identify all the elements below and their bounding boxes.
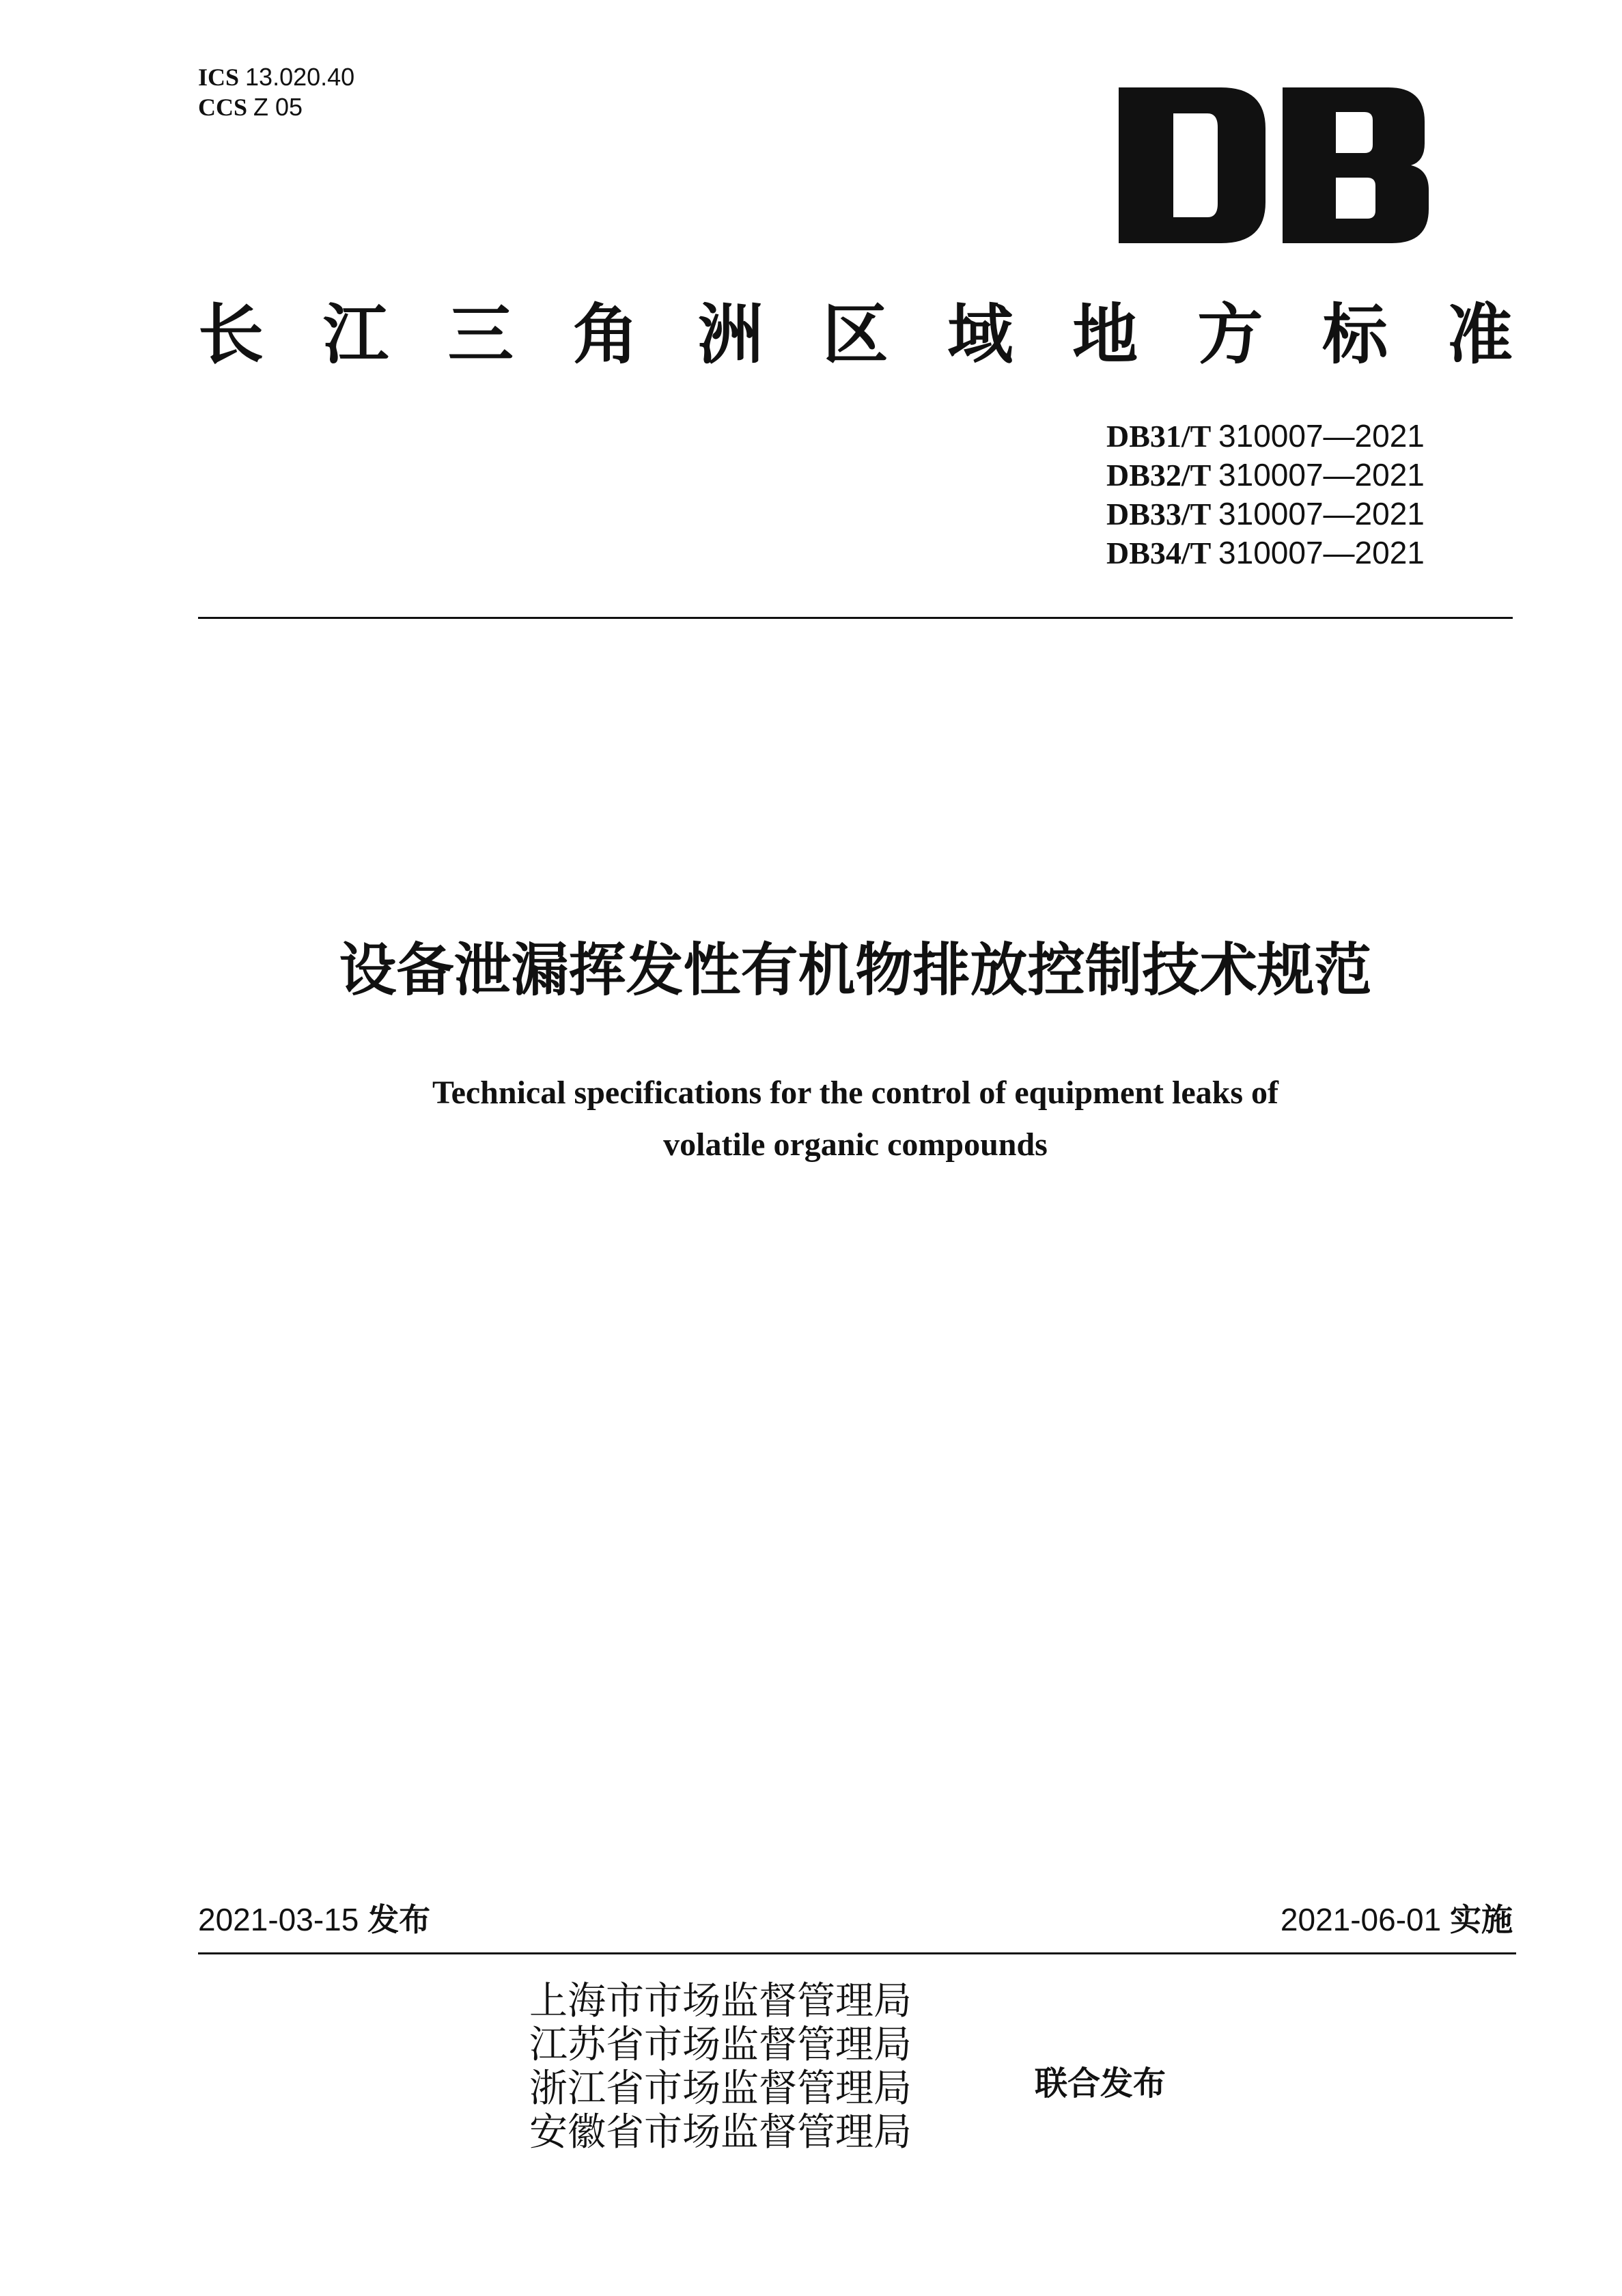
ics-value: 13.020.40: [245, 63, 355, 91]
ccs-code: [198, 93, 303, 122]
issuing-authority: 安徽省市场监督管理局: [529, 2110, 912, 2155]
issuing-authority: 上海市市场监督管理局: [529, 1979, 912, 2023]
english-title-line: volatile organic compounds: [663, 1126, 1048, 1163]
implementation-date-suffix: 实施: [1450, 1901, 1513, 1938]
standard-number: DB32/T 310007—2021: [1106, 457, 1425, 493]
db-logo: [1119, 87, 1429, 243]
footer-divider: [198, 1952, 1516, 1954]
ics-code: [198, 63, 354, 92]
implementation-date-value: 2021-06-01: [1280, 1902, 1442, 1937]
standard-number: DB34/T 310007—2021: [1106, 535, 1425, 570]
standard-number: DB33/T 310007—2021: [1106, 496, 1425, 531]
implementation-date: [1281, 1899, 1513, 1940]
issuing-authority: 浙江省市场监督管理局: [529, 2066, 912, 2111]
document-title-chinese: 设备泄漏挥发性有机物排放控制技术规范: [339, 937, 1372, 1004]
standard-number: DB31/T 310007—2021: [1106, 418, 1425, 454]
issue-date-value: 2021-03-15: [198, 1902, 359, 1937]
standard-numbers: [1106, 417, 1482, 572]
english-title-line: Technical specifications for the control of equipment leaks of: [432, 1075, 1279, 1111]
ccs-label: CCS: [198, 94, 248, 121]
joint-release-label: 联合发布: [1035, 2064, 1166, 2103]
header-divider: [198, 617, 1513, 619]
document-title-english: [198, 1067, 1513, 1171]
issue-date-suffix: 发布: [367, 1901, 431, 1938]
issue-date: [198, 1899, 430, 1940]
db-logo-mark: [1119, 87, 1429, 243]
issuing-authorities: [529, 1980, 912, 2155]
issuing-authority: 江苏省市场监督管理局: [529, 2023, 912, 2067]
ics-label: ICS: [198, 64, 240, 91]
standard-category-heading: 长江三角洲区域地方标准: [198, 296, 1513, 373]
ccs-value: Z 05: [253, 93, 303, 121]
